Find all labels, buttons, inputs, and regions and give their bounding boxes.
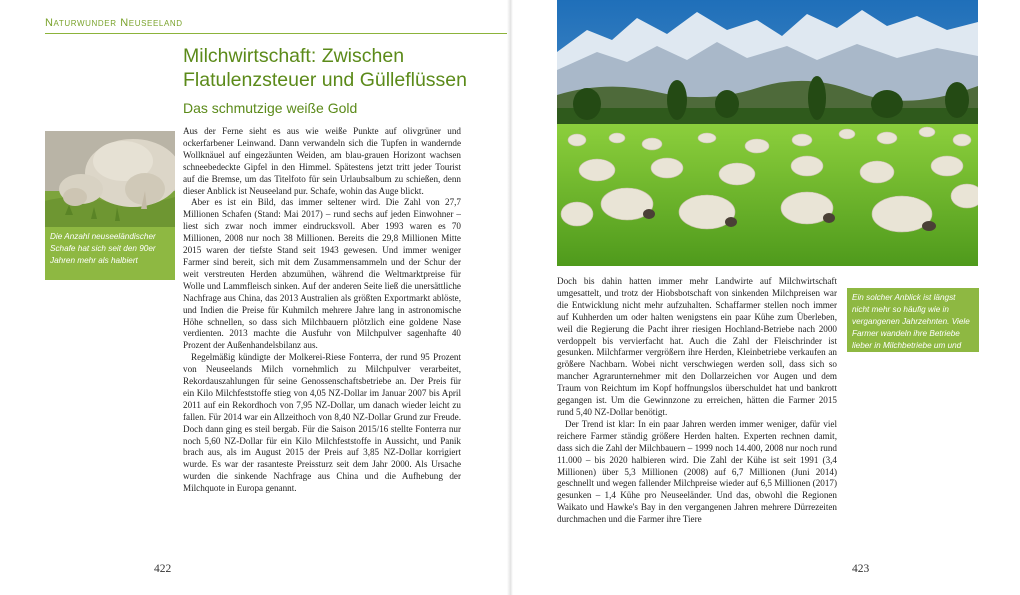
paragraph: Aus der Ferne sieht es aus wie weiße Punkte auf olivgrüner und ockerfarbener Leinwand. Dann verwandeln sich die Tupfen in wandernde Wollknäuel auf eingezäunten Weiden, am blau-grauen Horizont wachsen schneebedeckte Gipfel in den Himmel. Spätestens jetzt tritt jeder Tourist auf die Bremse, um das Titelfoto für sein Urlaubsalbum zu schießen, denn dieser Anblick ist Neuseeland pur. Schafe, wohin das Auge blickt. <box>183 126 461 196</box>
book-gutter <box>507 0 513 595</box>
chapter-title: Milchwirtschaft: Zwischen Flatulenzsteuer und Gülleflüssen <box>183 45 467 91</box>
body-text <box>183 126 461 495</box>
body-text <box>557 276 837 526</box>
page-number: 422 <box>154 563 172 575</box>
running-head-rule <box>45 33 508 34</box>
photo-caption: Ein solcher Anblick ist längst nicht mehr so häufig wie in vergangenen Jahrzehnten. Viele Farmer wandeln ihre Betriebe lieber in Milchbetriebe um und setzen auf Kühe <box>847 288 979 352</box>
page-number: 423 <box>852 563 870 575</box>
paragraph: Aber es ist ein Bild, das immer seltener wird. Die Zahl von 27,7 Millionen Schafen (Stand: Mai 2017) – rund sechs auf jeden Einwohner – liest sich zwar noch immer eindrucksvoll. Aber 1993 waren es 70 Millionen, 2008 nur noch 38 Millionen. Bereits die 29,8 Millionen Mitte 2015 waren der tiefste Stand seit 1943 gewesen. Und immer weniger Farmer sind bereit, sich mit dem Zusammensammeln und der Schur der weit verstreuten Herden abzumühen, während die Weltmarktpreise für Wolle und Lammfleisch sinken. Auf der anderen Seite ließ die unersättliche Nachfrage aus China, das 2013 Australien als größten Exportmarkt ablöste, und Indien die Preise für Kuhmilch mehrere Jahre lang in astronomische Höhe schnellen, so dass sich Milchbauern plötzlich eine goldene Nase verdienten. 2013 machte die Ausfuhr von Milchpulver sagenhafte 40 Prozent der Außenhandelsbilanz aus. <box>183 197 461 351</box>
sheep-closeup-photo <box>45 131 175 227</box>
photo-caption: Die Anzahl neuseeländischer Schafe hat sich seit den 90er Jahren mehr als halbiert <box>45 227 175 280</box>
section-title: Das schmutzige weiße Gold <box>183 100 358 116</box>
sheep-pasture-photo <box>557 0 978 266</box>
left-page <box>0 0 508 595</box>
paragraph: Doch bis dahin hatten immer mehr Landwirte auf Milchwirtschaft umgesattelt, und trotz der Hiobsbotschaft von sinkenden Milchpreisen war die Entwicklung nicht mehr aufzuhalten. Schaffarmer stellen noch immer auf Kuhherden um oder halten wenigstens ein paar Kühe zum Überleben, weil die Regierung die Pacht ihrer riesigen Hochland-Betriebe nach 2000 verdoppelt bis vervierfacht hat. Auch die Zahl der Fleischrinder ist gesunken. Milchfarmer vergrößern ihre Herden, Kleinbetriebe verkaufen an größere Nachbarn. Wobei nicht verschwiegen werden soll, dass sich so mancher Agrarunternehmer mit den Dollarzeichen vor Augen und dem Traum von Reichtum im Kopf hoffnungslos überschuldet hat und bankrott gegangen ist. Um die Gewinnzone zu erreichen, hätten die Farmer 2015 rund 5,40 NZ-Dollar benötigt. <box>557 276 837 417</box>
running-head: Naturwunder Neuseeland <box>45 17 183 29</box>
paragraph: Der Trend ist klar: In ein paar Jahren werden immer weniger, dafür viel reichere Farmer ständig größere Herden halten. Experten rechnen damit, dass sich die Zahl der Milchbauern – 1999 noch 14.400, 2008 nur noch rund 11.000 – bis 2020 halbieren wird. Die Zahl der Kühe ist seit 1991 (3,4 Millionen) über 5,3 Millionen (2008) auf 6,7 Millionen (Juni 2014) geschnellt und wegen fallender Milchpreise wieder auf 6,5 Millionen (2017) gesunken – 1,4 Kühe pro Neuseeländer. Und das, obwohl die Regionen Waikato und Hawke's Bay in den vergangenen Jahren mehrere Dürrezeiten durchmachen und die Farmer ihre Tiere <box>557 418 837 525</box>
paragraph: Regelmäßig kündigte der Molkerei-Riese Fonterra, der rund 95 Prozent von Neuseelands Milch vornehmlich zu Milchpulver verarbeitet, Rekordauszahlungen für seine Genossenschaftsbetriebe an. Der Preis für ein Kilo Milchfeststoffe stieg von 4,05 NZ-Dollar im Januar 2007 bis April 2011 auf ein Rekordhoch von 7,95 NZ-Dollar, um danach wieder leicht zu fallen. Für 2014 war ein Allzeithoch von 8,40 NZ-Dollar Grund zur Freude. Doch dann ging es steil bergab. Für die Saison 2015/16 stellte Fonterra nur noch 5,60 NZ-Dollar für ein Kilo Milchfeststoffe in Aussicht, und Panik brach aus, als im August 2015 der Preis auf 3,85 NZ-Dollar korrigiert wurde. Es war der rasanteste Preissturz seit dem Jahr 2000. Als Ursache wurden die sinkende Nachfrage aus China und die Aufhebung der Milchquote in Europa genannt. <box>183 352 461 494</box>
